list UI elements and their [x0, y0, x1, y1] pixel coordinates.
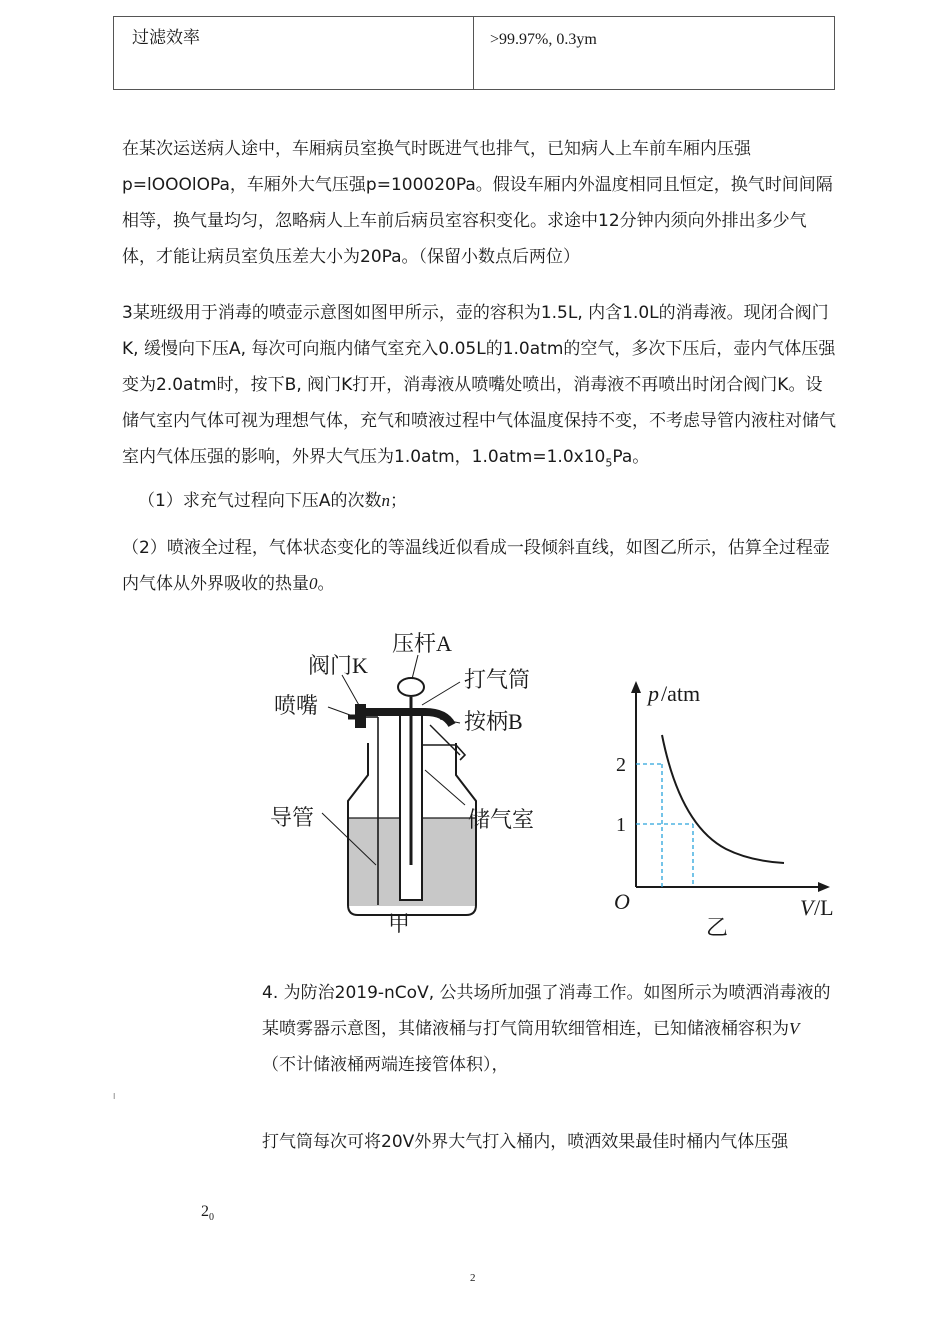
label-pump: 打气筒	[464, 667, 531, 692]
v-axis-unit: /L	[814, 895, 834, 920]
footnote-main: 2	[201, 1203, 209, 1220]
page-number: 2	[470, 1272, 476, 1284]
paragraph-pump: 打气筒每次可将20V外界大气打入桶内，喷洒效果最佳时桶内气体压强	[262, 1132, 789, 1152]
isotherm-curve	[662, 735, 784, 863]
footnote	[201, 1203, 214, 1223]
question-2-text: （2）喷液全过程，气体状态变化的等温线近似看成一段倾斜直线，如图乙所示，估算全过程壶内气体从外界吸收的热量	[122, 538, 830, 594]
stray-mark: I	[113, 1092, 116, 1101]
question-1	[138, 483, 854, 519]
spray-bottle-diagram	[322, 655, 476, 915]
label-press-rod: 压杆A	[392, 631, 452, 656]
paragraph-spray-text: 3某班级用于消毒的喷壶示意图如图甲所示，壶的容积为1.5L, 内含1.0L的消毒液。现闭合阀门K, 缓慢向下压A, 每次可向瓶内储气室充入0.05L的1.0atm的空气，多次下压后，壶内气体压强变为2.0atm时，按下B, 阀门K打开，消毒液从喷嘴处喷出，消毒液不再喷出时闭合阀门K。设储气室内气体可视为理想气体，充气和喷液过程中气体温度保持不变，不考虑导管内液柱对储气室内气体压强的影响，外界大气压为1.0atm，1.0atm=1.0x10	[122, 303, 836, 467]
paragraph-ambulance: 在某次运送病人途中，车厢病员室换气时既进气也排气，已知病人上车前车厢内压强p=lOOOlOPa，车厢外大气压强p=100020Pa。假设车厢内外温度相同且恒定，换气时间间隔相等，换气量均匀，忽略病人上车前后病员室容积变化。求途中12分钟内须向外排出多少气体，才能让病员室负压差大小为20Pa。（保留小数点后两位）	[122, 139, 833, 267]
paragraph-spray-tail: Pa。	[612, 447, 650, 467]
p-axis-unit: /atm	[661, 681, 701, 706]
p-axis-arrow	[631, 681, 641, 693]
leader-chamber	[425, 770, 465, 805]
spec-table	[113, 16, 835, 90]
leader-valve	[342, 675, 360, 707]
chamber-pipe	[430, 725, 460, 755]
question-2-var: 0	[309, 574, 318, 593]
leader-nozzle	[328, 707, 350, 715]
question-1-end: ；	[389, 491, 407, 511]
gas-chamber	[422, 745, 465, 760]
table-label-cell: 过滤效率	[114, 17, 474, 89]
label-handle: 按柄B	[464, 709, 523, 734]
exponent: 5	[605, 456, 613, 470]
pv-graph	[614, 681, 834, 940]
paragraph-spray-bottle	[122, 295, 838, 481]
tick-2: 2	[616, 754, 626, 776]
leader-pump	[422, 682, 460, 705]
caption-yi: 乙	[706, 915, 729, 940]
v-axis-label: V	[800, 895, 814, 920]
question-2-end: 。	[317, 574, 335, 594]
paragraph-sprayer-tail: （不计储液桶两端连接管体积），	[262, 1055, 509, 1075]
label-tube: 导管	[270, 805, 315, 830]
dashed-guides	[636, 764, 693, 887]
label-valve: 阀门K	[308, 653, 368, 678]
origin-label: O	[614, 889, 630, 914]
p-axis-label: p	[648, 681, 659, 706]
paragraph-sprayer	[262, 975, 832, 1083]
label-nozzle: 喷嘴	[274, 693, 319, 718]
label-chamber: 储气室	[468, 807, 535, 832]
question-2	[122, 530, 838, 602]
question-1-text: （1）求充气过程向下压A的次数	[138, 491, 382, 511]
press-knob	[398, 678, 424, 696]
footnote-sub: 0	[209, 1212, 214, 1224]
leader-press	[412, 655, 418, 679]
v-axis-arrow	[818, 882, 830, 892]
figure-spray-bottle-and-graph	[260, 625, 860, 945]
caption-jia: 甲	[388, 911, 411, 936]
table-value-cell: >99.97%, 0.3ym	[490, 31, 597, 48]
tick-1: 1	[616, 814, 626, 836]
paragraph-sprayer-text: 4. 为防治2019-nCoV, 公共场所加强了消毒工作。如图所示为喷洒消毒液的某喷雾器示意图，其储液桶与打气筒用软细管相连，已知储液桶容积为	[262, 983, 831, 1039]
paragraph-sprayer-var: V	[789, 1019, 800, 1038]
question-1-var: n	[381, 491, 390, 510]
